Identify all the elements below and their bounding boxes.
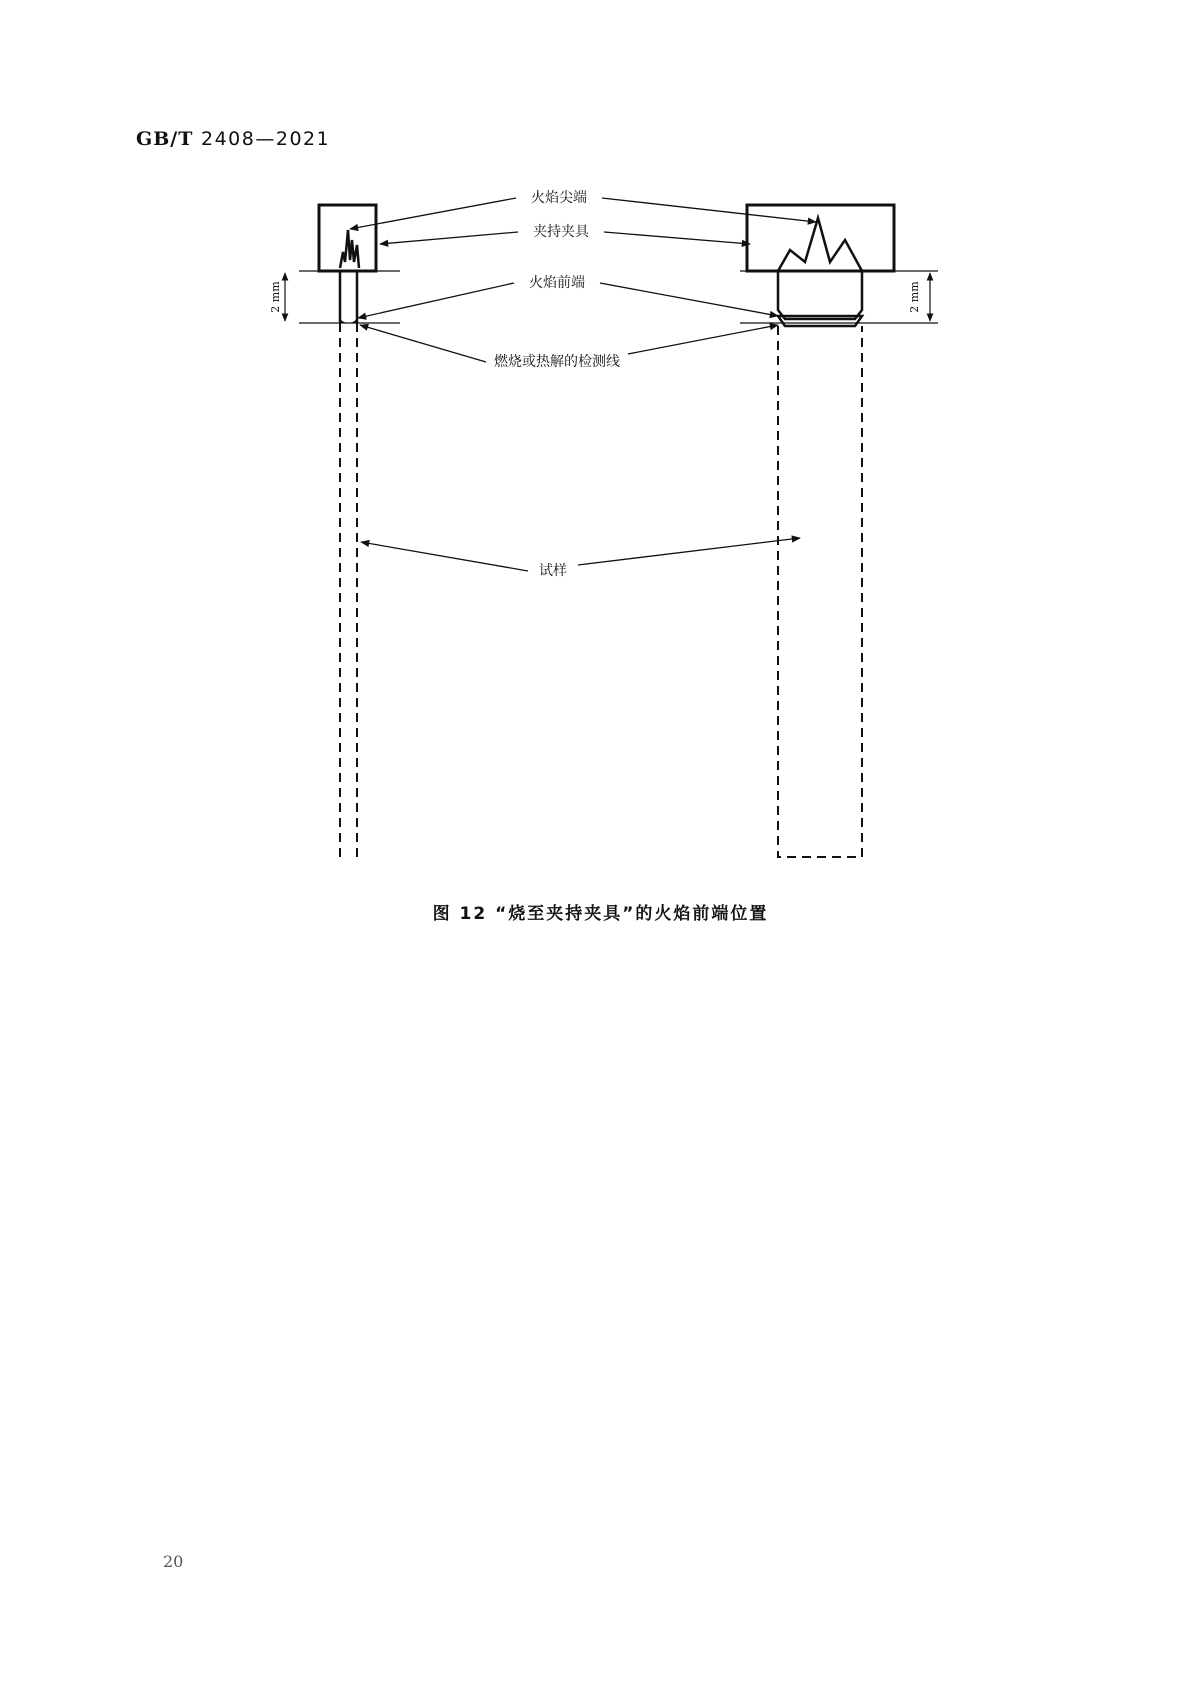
label-clamp: 夹持夹具: [533, 224, 589, 240]
right-flame-front: [778, 316, 862, 326]
right-flame: [778, 218, 862, 271]
standard-prefix: GB/T: [136, 128, 194, 150]
leader-flame-front-right: [600, 283, 778, 316]
left-dimension-label: 2 mm: [269, 281, 282, 313]
label-detection-line: 燃烧或热解的检测线: [494, 354, 620, 370]
standard-number: 2408—2021: [201, 128, 331, 150]
label-specimen: 试样: [539, 563, 567, 579]
left-specimen-dashed: [340, 323, 357, 857]
leader-clamp-left: [380, 232, 518, 244]
leader-clamp-right: [604, 232, 750, 244]
leader-specimen-right: [578, 538, 800, 565]
right-specimen-dashed: [778, 326, 862, 857]
right-clamp: [747, 205, 894, 271]
right-dimension-label: 2 mm: [908, 281, 921, 313]
label-flame-front: 火焰前端: [529, 275, 585, 291]
leader-flame-tip-right: [602, 198, 816, 222]
leader-detection-left: [360, 325, 486, 362]
left-specimen-solid: [340, 271, 357, 323]
right-specimen-solid: [778, 271, 862, 319]
page-number: 20: [163, 1552, 184, 1571]
figure-caption: 图 12 “烧至夹持夹具”的火焰前端位置: [432, 904, 769, 924]
left-flame: [340, 230, 359, 268]
leader-flame-front-left: [358, 283, 514, 318]
leader-specimen-left: [361, 542, 528, 571]
label-flame-tip: 火焰尖端: [531, 190, 587, 206]
leader-detection-right: [628, 325, 778, 354]
